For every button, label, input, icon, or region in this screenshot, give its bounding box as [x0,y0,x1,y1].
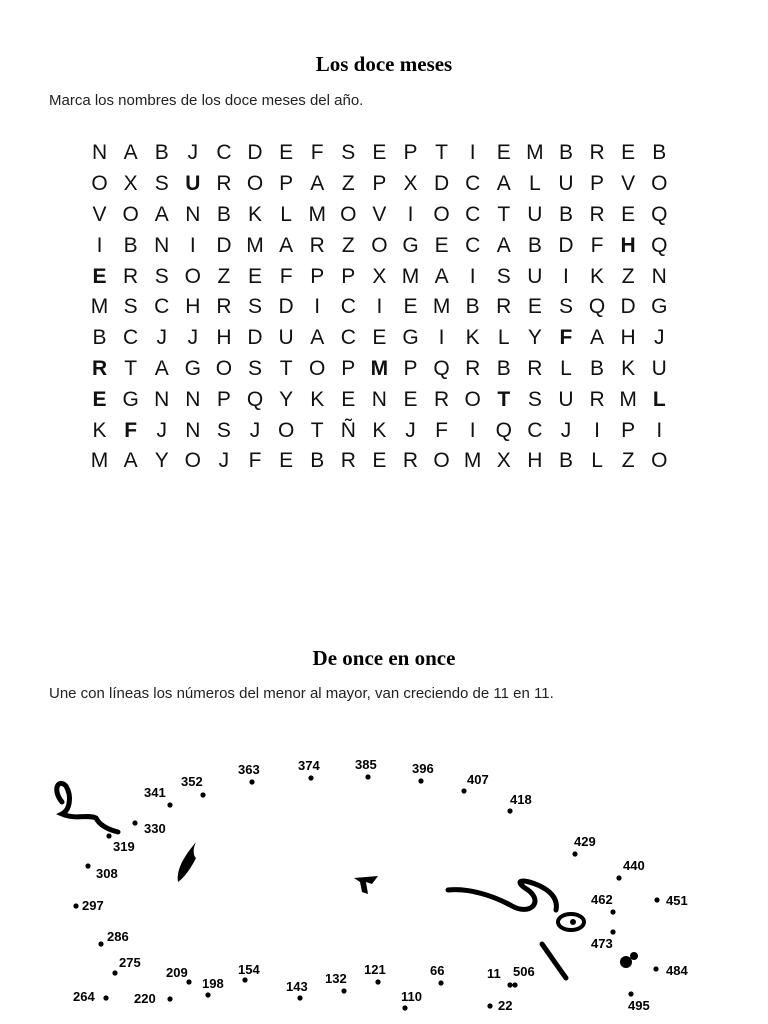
grid-letter[interactable]: Z [341,172,355,196]
dot-point[interactable] [308,775,313,780]
grid-letter[interactable]: X [496,449,511,473]
grid-letter[interactable]: M [401,264,420,288]
grid-letter[interactable]: J [187,141,199,165]
dot-label: 429 [574,834,596,849]
grid-letter[interactable]: B [590,356,605,380]
grid-letter[interactable]: U [558,387,574,411]
grid-letter[interactable]: I [469,141,476,165]
grid-letter[interactable]: A [590,326,605,350]
dot-label: 341 [144,785,166,800]
grid-letter[interactable]: R [91,356,108,380]
grid-letter[interactable]: J [560,418,572,442]
grid-letter[interactable]: Ñ [340,418,356,442]
grid-letter[interactable]: J [653,326,665,350]
grid-letter[interactable]: E [403,295,418,319]
grid-letter[interactable]: C [340,295,356,319]
grid-letter[interactable]: E [279,449,294,473]
grid-letter[interactable]: A [310,326,325,350]
grid-letter[interactable]: B [310,449,325,473]
dot-point[interactable] [487,1003,492,1008]
dot-point[interactable] [512,982,517,987]
dot-label: 352 [181,774,203,789]
dot-to-dot-puzzle [0,730,768,1024]
grid-letter[interactable]: P [403,356,418,380]
dot-label: 374 [298,758,320,773]
grid-letter[interactable]: D [558,233,574,257]
grid-letter[interactable]: O [309,356,326,380]
grid-letter[interactable]: L [529,172,541,196]
grid-letter[interactable]: B [558,449,573,473]
grid-letter[interactable]: V [92,202,107,226]
grid-letter[interactable]: X [123,172,138,196]
grid-letter[interactable]: F [248,449,262,473]
dot-point[interactable] [200,792,205,797]
grid-letter[interactable]: E [279,141,294,165]
grid-letter[interactable]: C [123,326,139,350]
dot-label: 308 [96,866,118,881]
grid-letter[interactable]: A [310,172,325,196]
grid-letter[interactable]: O [464,387,481,411]
grid-letter[interactable]: N [91,141,108,165]
grid-letter[interactable]: I [563,264,569,288]
grid-letter[interactable]: C [527,418,543,442]
grid-letter[interactable]: O [277,418,295,442]
grid-letter[interactable]: O [651,172,668,196]
instruction-eleven: Une con líneas los números del menor al mayor, van creciendo de 11 en 11. [49,685,554,702]
grid-letter[interactable]: T [279,356,293,380]
grid-letter[interactable]: E [372,326,387,350]
grid-letter[interactable]: E [621,202,636,226]
dot-label: 385 [355,757,377,772]
grid-letter[interactable]: C [154,295,170,319]
grid-letter[interactable]: O [371,233,388,257]
grid-letter[interactable]: J [249,418,261,442]
grid-letter[interactable]: V [621,172,636,196]
grid-letter[interactable]: B [652,141,667,165]
grid-letter[interactable]: C [340,326,356,350]
grid-letter[interactable]: J [405,418,416,442]
grid-letter[interactable]: Z [621,264,635,288]
grid-letter[interactable]: Q [588,295,606,319]
grid-letter[interactable]: D [247,326,263,350]
dot-point[interactable] [653,966,658,971]
grid-letter[interactable]: B [92,326,107,350]
grid-letter[interactable]: D [247,141,263,165]
grid-letter[interactable]: H [216,326,232,350]
grid-letter[interactable]: J [218,449,230,473]
grid-letter[interactable]: I [438,326,445,350]
grid-letter[interactable]: K [92,418,107,442]
grid-letter[interactable]: M [246,233,264,257]
dot-point[interactable] [186,979,191,984]
grid-letter[interactable]: Z [621,449,635,473]
dot-label: 220 [134,991,156,1006]
grid-letter[interactable]: R [402,449,419,473]
grid-letter[interactable]: F [279,264,293,288]
grid-letter[interactable]: R [589,141,605,165]
dot-point[interactable] [375,979,380,984]
grid-letter[interactable]: B [558,202,573,226]
grid-letter[interactable]: N [154,387,170,411]
grid-letter[interactable]: V [372,202,387,226]
grid-letter[interactable]: B [527,233,542,257]
grid-letter[interactable]: Q [651,233,668,257]
dot-point[interactable] [106,833,111,838]
grid-letter[interactable]: O [184,264,201,288]
dot-label: 198 [202,976,224,991]
grid-letter[interactable]: S [496,264,511,288]
grid-letter[interactable]: C [216,141,232,165]
grid-letter[interactable]: N [651,264,667,288]
grid-letter[interactable]: I [96,233,103,257]
grid-letter[interactable]: L [560,356,572,380]
grid-letter[interactable]: R [216,172,232,196]
grid-letter[interactable]: E [92,264,107,288]
grid-letter[interactable]: U [558,172,574,196]
grid-letter[interactable]: O [122,202,139,226]
grid-letter[interactable]: U [185,172,201,196]
grid-letter[interactable]: J [156,326,167,350]
grid-letter[interactable]: L [497,326,510,350]
grid-letter[interactable]: S [123,295,138,319]
grid-letter[interactable]: O [433,202,450,226]
grid-letter[interactable]: G [402,326,419,350]
dot-point[interactable] [438,980,443,985]
grid-letter[interactable]: K [372,418,387,442]
dot-point[interactable] [242,977,247,982]
grid-letter[interactable]: M [90,295,109,319]
grid-letter[interactable]: B [496,356,511,380]
grid-letter[interactable]: Q [433,356,450,380]
dot-point[interactable] [112,970,117,975]
grid-letter[interactable]: R [123,264,139,288]
grid-letter[interactable]: G [184,356,201,380]
grid-letter[interactable]: H [185,295,201,319]
grid-letter[interactable]: I [594,418,600,442]
grid-letter[interactable]: N [371,387,387,411]
grid-letter[interactable]: E [434,233,449,257]
section-title-months: Los doce meses [315,52,453,76]
grid-letter[interactable]: O [340,202,357,226]
grid-letter[interactable]: A [496,172,511,196]
dot-point[interactable] [205,992,210,997]
grid-letter[interactable]: E [372,449,387,473]
grid-letter[interactable]: S [341,141,356,165]
grid-letter[interactable]: P [341,264,356,288]
pen-stroke-eye-shape [354,876,378,894]
grid-letter[interactable]: I [376,295,383,319]
grid-letter[interactable]: U [527,264,543,288]
grid-letter[interactable]: S [154,172,169,196]
dot-point[interactable] [98,941,103,946]
grid-letter[interactable]: E [403,387,418,411]
grid-letter[interactable]: P [310,264,325,288]
grid-letter[interactable]: D [620,295,636,319]
grid-letter[interactable]: A [434,264,449,288]
dot-point[interactable] [85,863,90,868]
grid-letter[interactable]: T [124,356,138,380]
dot-label: 407 [467,772,489,787]
grid-letter[interactable]: P [372,172,387,196]
dot-point[interactable] [654,897,659,902]
grid-letter[interactable]: A [123,141,138,165]
grid-letter[interactable]: T [435,141,448,165]
grid-letter[interactable]: A [279,233,294,257]
grid-letter[interactable]: L [591,449,603,473]
grid-letter[interactable]: M [526,141,544,165]
instruction-months: Marca los nombres de los doce meses del año. [49,92,364,109]
grid-letter[interactable]: U [278,326,294,350]
grid-letter[interactable]: I [189,233,196,257]
dot-label: 11 [487,966,501,981]
grid-letter[interactable]: M [432,295,451,319]
grid-letter[interactable]: I [314,295,321,319]
grid-letter[interactable]: Y [154,449,169,473]
pen-stroke-lower [542,944,566,978]
grid-letter[interactable]: O [433,449,450,473]
grid-letter[interactable]: M [308,202,326,226]
grid-letter[interactable]: I [407,202,414,226]
dot-point[interactable] [507,982,512,987]
grid-letter[interactable]: H [620,326,636,350]
grid-letter[interactable]: F [310,141,324,165]
grid-letter[interactable]: E [341,387,356,411]
grid-letter[interactable]: D [278,295,294,319]
dot-label: 132 [325,971,347,986]
grid-letter[interactable]: P [403,141,418,165]
dot-point[interactable] [249,779,254,784]
grid-letter[interactable]: O [184,449,201,473]
grid-letter[interactable]: H [527,449,543,473]
grid-letter[interactable]: R [589,202,605,226]
dot-label: 363 [238,762,260,777]
dot-label: 154 [238,962,260,977]
dot-point[interactable] [461,788,466,793]
grid-letter[interactable]: P [621,418,636,442]
grid-letter[interactable]: A [154,202,169,226]
grid-letter[interactable]: S [248,295,263,319]
grid-letter[interactable]: L [652,387,666,411]
grid-letter[interactable]: I [656,418,663,442]
grid-letter[interactable]: R [496,295,512,319]
grid-letter[interactable]: I [469,264,476,288]
grid-letter[interactable]: M [463,449,482,473]
grid-letter[interactable]: O [246,172,264,196]
grid-letter[interactable]: C [465,202,481,226]
grid-letter[interactable]: T [497,202,511,226]
grid-letter[interactable]: M [619,387,637,411]
grid-letter[interactable]: A [496,233,511,257]
dot-label: 440 [623,858,645,873]
grid-letter[interactable]: K [248,202,263,226]
grid-letter[interactable]: R [216,295,232,319]
grid-letter[interactable]: A [154,356,169,380]
grid-letter[interactable]: L [280,202,292,226]
grid-letter[interactable]: N [185,418,201,442]
grid-letter[interactable]: S [558,295,573,319]
grid-letter[interactable]: X [372,264,387,288]
grid-letter[interactable]: R [527,356,543,380]
grid-letter[interactable]: B [558,141,573,165]
dot-label: 319 [113,839,135,854]
dot-point[interactable] [341,988,346,993]
grid-letter[interactable]: H [620,233,636,257]
dot-label: 473 [591,936,613,951]
grid-letter[interactable]: R [465,356,481,380]
dot-point[interactable] [402,1005,407,1010]
dot-label: 451 [666,893,688,908]
grid-letter[interactable]: X [403,172,418,196]
grid-letter[interactable]: O [651,449,668,473]
grid-letter[interactable]: B [216,202,231,226]
dot-point[interactable] [616,875,621,880]
dot-label: 264 [73,989,95,1004]
grid-letter[interactable]: P [279,172,294,196]
grid-letter[interactable]: N [154,233,170,257]
grid-letter[interactable]: T [310,418,324,442]
grid-letter[interactable]: B [123,233,138,257]
grid-letter[interactable]: T [497,387,511,411]
grid-letter[interactable]: A [123,449,138,473]
grid-letter[interactable]: E [92,387,107,411]
grid-letter[interactable]: J [187,326,199,350]
grid-letter[interactable]: O [215,356,233,380]
grid-letter[interactable]: D [433,172,450,196]
grid-letter[interactable]: S [527,387,542,411]
dot-point[interactable] [507,808,512,813]
word-search-grid [84,138,674,477]
dot-label: 297 [82,898,104,913]
pen-stroke-left [57,783,118,832]
grid-letter[interactable]: Q [495,418,512,442]
dot-label: 143 [286,979,308,994]
grid-letter[interactable]: O [91,172,108,196]
grid-letter[interactable]: E [248,264,263,288]
dot-label: 418 [510,792,532,807]
dot-point[interactable] [103,995,108,1000]
dot-label: 462 [591,892,613,907]
grid-letter[interactable]: E [621,141,636,165]
grid-letter[interactable]: S [154,264,169,288]
grid-letter[interactable]: K [590,264,605,288]
dot-point[interactable] [572,851,577,856]
grid-letter[interactable]: G [651,295,668,319]
dot-point[interactable] [628,991,633,996]
grid-letter[interactable]: Y [527,326,542,350]
dot-label: 506 [513,964,535,979]
grid-letter[interactable]: Z [217,264,231,288]
grid-letter[interactable]: S [248,356,263,380]
grid-letter[interactable]: M [370,356,389,380]
grid-letter[interactable]: N [185,387,201,411]
dot-point[interactable] [610,929,615,934]
grid-letter[interactable]: U [527,202,543,226]
grid-letter[interactable]: N [185,202,201,226]
grid-letter[interactable]: F [124,418,138,442]
grid-letter[interactable]: Y [279,387,294,411]
grid-letter[interactable]: F [590,233,604,257]
dot-point[interactable] [610,909,615,914]
grid-letter[interactable]: K [465,326,480,350]
grid-letter[interactable]: R [340,449,356,473]
dot-point[interactable] [167,802,172,807]
section-title-eleven: De once en once [312,646,456,670]
dot-label: 330 [144,821,166,836]
dot-point[interactable] [297,995,302,1000]
grid-letter[interactable]: I [469,418,476,442]
grid-letter[interactable]: P [216,387,231,411]
dot-label: 66 [430,963,445,978]
grid-letter[interactable]: E [496,141,511,165]
dot-label: 396 [412,761,434,776]
grid-letter[interactable]: Q [651,202,668,226]
grid-letter[interactable]: B [154,141,169,165]
ink-blot [620,956,632,968]
dot-label: 286 [107,929,129,944]
grid-letter[interactable]: C [465,172,481,196]
grid-letter[interactable]: B [465,295,480,319]
grid-letter[interactable]: R [433,387,450,411]
grid-letter[interactable]: G [402,233,419,257]
dot-point[interactable] [73,903,78,908]
dot-label: 495 [628,998,650,1013]
grid-letter[interactable]: Z [341,233,355,257]
grid-letter[interactable]: R [309,233,325,257]
grid-letter[interactable]: K [621,356,636,380]
grid-letter[interactable]: R [589,387,605,411]
dot-label: 275 [119,955,141,970]
grid-letter[interactable]: U [651,356,667,380]
grid-letter[interactable]: Q [246,387,264,411]
dot-label: 22 [498,998,513,1013]
dot-label: 209 [166,965,188,980]
dot-point[interactable] [418,778,423,783]
grid-letter[interactable]: S [216,418,231,442]
grid-letter[interactable]: G [122,387,139,411]
grid-letter[interactable]: F [435,418,448,442]
grid-letter[interactable]: D [216,233,232,257]
grid-letter[interactable]: C [465,233,481,257]
pen-stroke-mouth [448,881,556,910]
dot-label: 484 [666,963,688,978]
grid-letter[interactable]: P [590,172,605,196]
dot-label: 121 [364,962,386,977]
grid-letter[interactable]: K [310,387,325,411]
dot-point[interactable] [365,774,370,779]
grid-letter[interactable]: E [372,141,387,165]
dot-label: 110 [401,989,422,1004]
grid-letter[interactable]: E [527,295,542,319]
grid-letter[interactable]: J [156,418,167,442]
dot-point[interactable] [132,820,137,825]
dot-point[interactable] [167,996,172,1001]
grid-letter[interactable]: F [559,326,573,350]
grid-letter[interactable]: M [90,449,109,473]
pen-stroke-fin [178,842,196,882]
grid-letter[interactable]: P [341,356,356,380]
